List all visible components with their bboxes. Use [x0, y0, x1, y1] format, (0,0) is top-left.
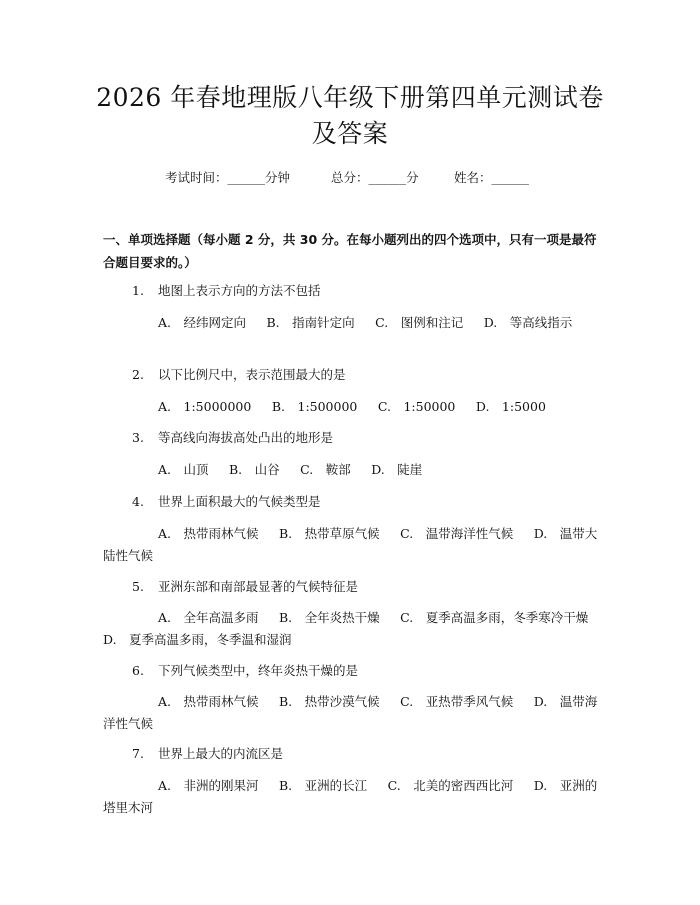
- question-text: 下列气候类型中，终年炎热干燥的是: [158, 663, 359, 678]
- option-a: A. 全年高温多雨: [158, 610, 259, 625]
- question-text: 亚洲东部和南部最显著的气候特征是: [158, 579, 359, 594]
- question-text: 以下比例尺中，表示范围最大的是: [158, 367, 346, 382]
- option-b: B. 指南针定向: [266, 315, 355, 330]
- option-d: D. 夏季高温多雨，冬季温和湿润: [103, 632, 292, 647]
- question-options: [103, 775, 603, 819]
- question-number: 6.: [132, 663, 144, 678]
- page-title: 2026 年春地理版八年级下册第四单元测试卷: [96, 83, 604, 112]
- option-d: D. 亚洲的塔里木河: [103, 778, 598, 815]
- student-name-field: 姓名：______: [454, 170, 530, 185]
- option-c: C. 温带海洋性气候: [400, 526, 514, 541]
- option-d: D. 温带海洋性气候: [103, 694, 598, 731]
- question-number: 7.: [132, 746, 144, 761]
- question-text: 等高线向海拔高处凸出的地形是: [158, 430, 334, 445]
- exam-time-field: 考试时间：______分钟: [165, 170, 291, 185]
- option-a: A. 热带雨林气候: [158, 526, 259, 541]
- option-c: C. 图例和注记: [375, 315, 464, 330]
- question-options: [103, 396, 603, 418]
- question-number: 2.: [132, 367, 144, 382]
- page-title-continued: 及答案: [311, 119, 389, 148]
- question-options: [103, 312, 603, 334]
- question-options: [103, 691, 603, 735]
- option-b: B. 1:500000: [271, 399, 358, 414]
- option-c: C. 鞍部: [300, 462, 351, 477]
- option-d: D. 等高线指示: [483, 315, 573, 330]
- question-options: [103, 607, 603, 651]
- option-b: B. 全年炎热干燥: [279, 610, 380, 625]
- option-a: A. 热带雨林气候: [158, 694, 259, 709]
- option-a: A. 1:5000000: [158, 399, 252, 414]
- question-number: 4.: [132, 494, 144, 509]
- option-b: B. 山谷: [229, 462, 280, 477]
- question-number: 1.: [132, 283, 144, 298]
- question-options: [103, 459, 603, 481]
- question-text: 世界上面积最大的气候类型是: [158, 494, 321, 509]
- option-c: C. 1:50000: [377, 399, 456, 414]
- option-a: A. 山顶: [158, 462, 209, 477]
- option-c: C. 夏季高温多雨，冬季寒冷干燥: [400, 610, 589, 625]
- option-b: B. 热带沙漠气候: [279, 694, 380, 709]
- option-d: D. 陡崖: [371, 462, 423, 477]
- total-score-field: 总分：______分: [331, 170, 419, 185]
- question-text: 世界上最大的内流区是: [158, 746, 284, 761]
- option-c: C. 亚热带季风气候: [400, 694, 514, 709]
- option-a: A. 经纬网定向: [158, 315, 247, 330]
- question-text: 地图上表示方向的方法不包括: [158, 283, 321, 298]
- option-c: C. 北美的密西西比河: [387, 778, 514, 793]
- option-d: D. 温带大陆性气候: [103, 526, 598, 563]
- question-number: 5.: [132, 579, 144, 594]
- question-number: 3.: [132, 430, 144, 445]
- section-heading: 一、单项选择题（每小题 2 分，共 30 分。在每小题列出的四个选项中，只有一项是最符合题目要求的。）: [103, 232, 597, 270]
- option-d: D. 1:5000: [475, 399, 546, 414]
- option-a: A. 非洲的刚果河: [158, 778, 259, 793]
- option-b: B. 亚洲的长江: [279, 778, 368, 793]
- question-options: [103, 523, 603, 567]
- option-b: B. 热带草原气候: [279, 526, 380, 541]
